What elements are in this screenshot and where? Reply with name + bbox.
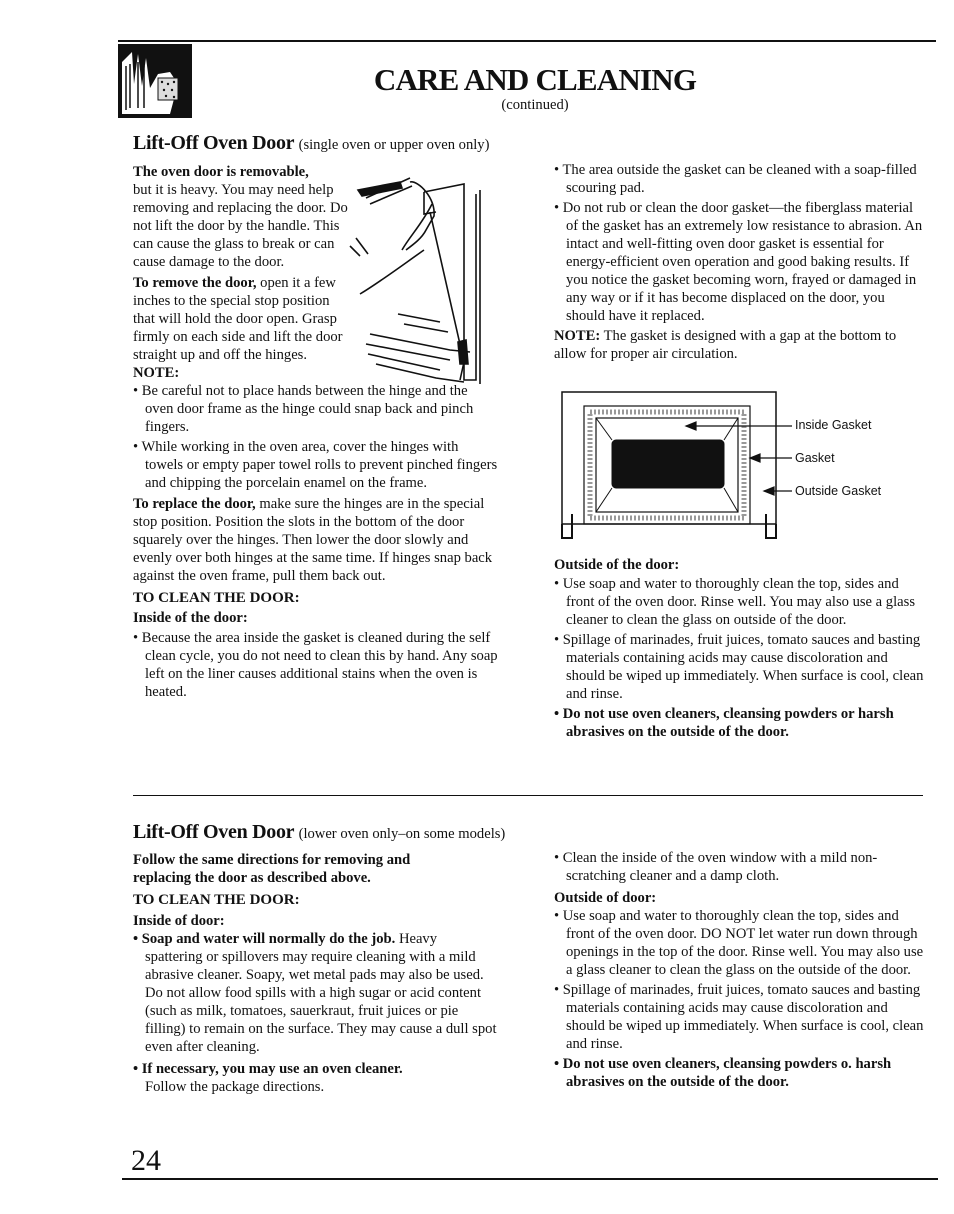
oven-window-item: • Clean the inside of the oven window with a mild non-scratching cleaner and a damp cloth. — [554, 850, 878, 884]
section2-title-main: Lift-Off Oven Door — [133, 821, 294, 843]
outside-door-item-2: • Spillage of marinades, fruit juices, tomato sauces and basting materials containing acids may cause discoloration and should be wiped up immediately. When surface is cool, clean and rinse. — [554, 982, 924, 1052]
outside-door-item-2: • Use soap and water to thoroughly clean the top, sides and front of the oven door. DO NOT let water run down through openings in the top of the door. Rinse well. You may also use a glass cleaner to clean the glass on the outside of the door. — [554, 908, 924, 978]
header-icon-block — [118, 44, 192, 118]
soap-water-item — [133, 930, 498, 1056]
remove-door-body: open it a few inches to the special stop position that will hold the door open. Grasp firmly on each side and lift the door straight up and off the hinges. — [133, 275, 343, 363]
gasket-note — [554, 327, 924, 363]
note-item: • While working in the oven area, cover the hinges with towels or empty paper towel rolls to prevent pinched fingers and chipping the porcelain enamel on the frame. — [133, 439, 498, 491]
outside-door-heading-2: Outside of door: — [554, 890, 657, 906]
hand-scrubbing-icon — [118, 44, 192, 118]
header-top-rule — [118, 40, 936, 42]
section1-left-column — [133, 163, 498, 701]
inside-door-heading-2: Inside of door: — [133, 913, 225, 929]
section1-right-column-top — [554, 161, 924, 363]
remove-door-text — [133, 274, 348, 364]
page-subtitle: (continued) — [501, 97, 569, 113]
same-directions-text: Follow the same directions for removing and replacing the door as described above. — [133, 852, 411, 886]
oven-cleaner-item — [133, 1060, 498, 1096]
gasket-outside-item: • The area outside the gasket can be cleaned with a soap-filled scouring pad. — [554, 162, 917, 196]
gasket-label: Gasket — [795, 451, 835, 465]
section2-title — [133, 821, 505, 844]
outside-door-item: • Spillage of marinades, fruit juices, tomato sauces and basting materials containing acids may cause discoloration and should be wiped up immediately. When surface is cool, clean and rinse. — [554, 632, 924, 702]
replace-door-bold: To replace the door, — [133, 496, 256, 512]
note-label: NOTE: — [133, 365, 180, 381]
outside-door-warning: • Do not use oven cleaners, cleansing powders or harsh abrasives on the outside of the door. — [554, 706, 894, 740]
outside-door-item: • Use soap and water to thoroughly clean the top, sides and front of the oven door. Rinse well. You may also use a glass cleaner to clean the glass on outside of the door. — [554, 576, 915, 628]
clean-door-heading-2: TO CLEAN THE DOOR: — [133, 892, 300, 908]
outside-door-warning-2: • Do not use oven cleaners, cleansing powders o. harsh abrasives on the outside of the door. — [554, 1056, 892, 1090]
section2-right-column — [554, 849, 924, 1091]
inside-door-item: • Because the area inside the gasket is cleaned during the self clean cycle, you do not need to clean this by hand. Any soap left on the liner causes additional stains when the oven is heated. — [133, 630, 498, 700]
door-removable-text — [133, 163, 348, 271]
outside-door-heading: Outside of the door: — [554, 557, 680, 573]
soap-water-body: Heavy spattering or spillovers may require cleaning with a mild abrasive cleaner. Soapy, wet metal pads may also be used. Do not allow food spills with a high sugar or acid content (such as milk, tomatoes, sauerkraut, fruit juices or pie filling) to remain on the surface. They may cause a dull spot even after cleaning. — [145, 931, 497, 1055]
section1-right-column-bottom — [554, 556, 924, 741]
clean-door-heading: TO CLEAN THE DOOR: — [133, 590, 300, 606]
section1-title-sub: (single oven or upper oven only) — [298, 137, 490, 153]
gasket-note-body: The gasket is designed with a gap at the bottom to allow for proper air circulation. — [554, 328, 897, 362]
footer-rule — [122, 1178, 938, 1180]
section2-title-sub: (lower oven only–on some models) — [298, 826, 506, 842]
gasket-arrows — [680, 418, 800, 508]
inside-gasket-label: Inside Gasket — [795, 418, 872, 432]
page-number: 24 — [131, 1144, 161, 1177]
outside-gasket-label: Outside Gasket — [795, 484, 882, 498]
section1-title-main: Lift-Off Oven Door — [133, 132, 294, 154]
remove-door-bold: To remove the door, — [133, 275, 257, 291]
door-removable-body: but it is heavy. You may need help removing and replacing the door. Do not lift the door by the handle. This can cause the glass to break or can cause damage to the door. — [133, 182, 348, 270]
gasket-note-label: NOTE: — [554, 328, 601, 344]
gasket-care-item: • Do not rub or clean the door gasket—the fiberglass material of the gasket has an extremely low resistance to abrasion. An intact and well-fitting oven door gasket is essential for energy-efficient oven operation and good baking results. If you notice the gasket becoming worn, frayed or damaged in any way or if it has become displaced on the door, you should have it replaced. — [554, 200, 923, 324]
oven-cleaner-body: Follow the package directions. — [145, 1079, 325, 1095]
door-removable-bold: The oven door is removable, — [133, 164, 309, 180]
inside-door-heading: Inside of the door: — [133, 610, 248, 626]
page-title: CARE AND CLEANING — [373, 62, 697, 97]
section-divider — [133, 795, 923, 796]
note-item: • Be careful not to place hands between the hinge and the oven door frame as the hinge could snap back and pinch fingers. — [133, 383, 474, 435]
replace-door-body: make sure the hinges are in the special stop position. Position the slots in the bottom of the door squarely over the hinges. Then lower the door slowly and evenly over both hinges at the same time. If hinges snap back against the oven frame, pull them back out. — [133, 496, 493, 584]
section2-left-column — [133, 851, 498, 1096]
section1-title — [133, 132, 489, 155]
oven-cleaner-bold: • If necessary, you may use an oven cleaner. — [133, 1061, 403, 1077]
soap-water-bold: • Soap and water will normally do the job. — [133, 931, 396, 947]
replace-door-text — [133, 495, 498, 585]
